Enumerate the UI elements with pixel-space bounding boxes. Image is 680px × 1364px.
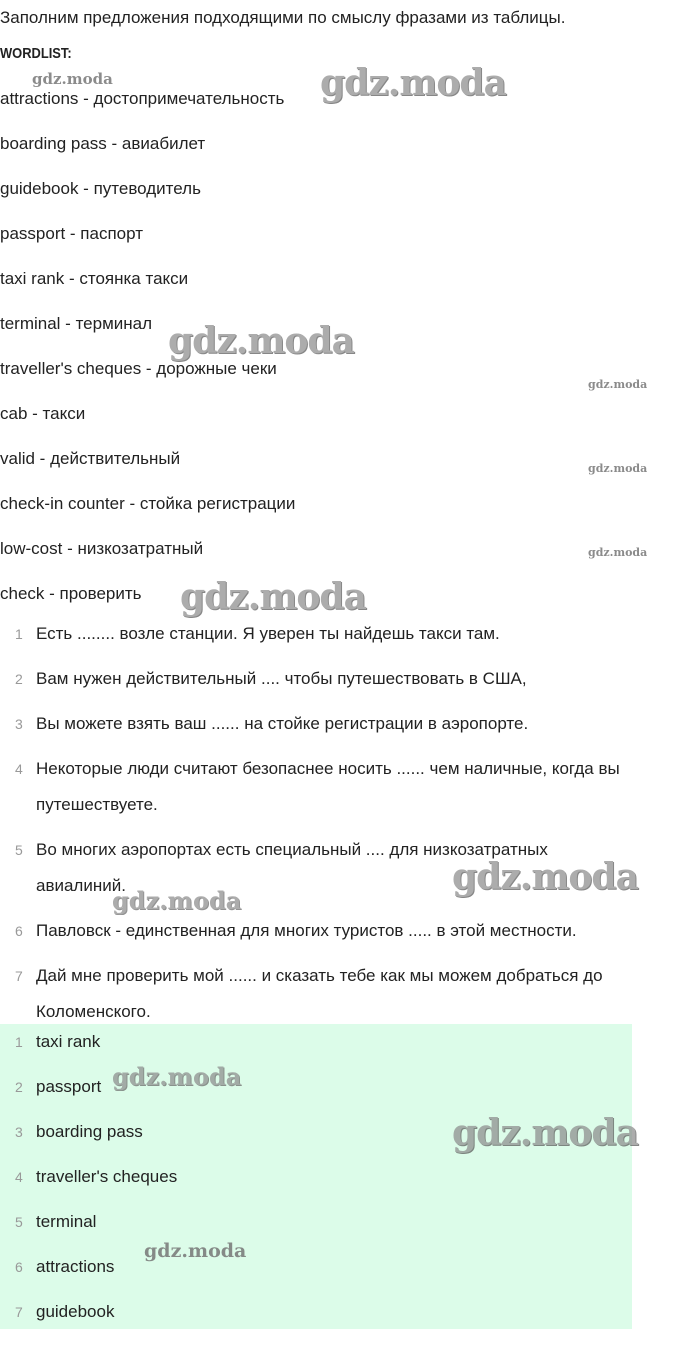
task-text: Вы можете взять ваш ...... на стойке регистрации в аэропорте.: [36, 714, 529, 733]
answer-number: 5: [15, 1214, 23, 1230]
wordlist-item: passport - паспорт: [0, 224, 143, 243]
answer-item: [0, 1207, 632, 1252]
answer-text: attractions: [36, 1257, 115, 1276]
answer-text: guidebook: [36, 1302, 115, 1321]
task-text: Павловск - единственная для многих туристов ..... в этой местности.: [36, 921, 577, 940]
wordlist-item: valid - действительный: [0, 449, 181, 468]
task-item: [0, 958, 680, 1030]
watermark: gdz.moda: [588, 378, 648, 391]
wordlist-item: taxi rank - стоянка такси: [0, 269, 189, 288]
watermark: gdz.moda: [452, 856, 638, 898]
answer-item: [0, 1027, 632, 1072]
task-number: 7: [15, 968, 23, 984]
watermark: gdz.moda: [452, 1112, 638, 1154]
answer-number: 7: [15, 1304, 23, 1320]
watermark: gdz.moda: [112, 886, 242, 915]
answer-list: [0, 1027, 632, 1342]
answer-text: boarding pass: [36, 1122, 143, 1141]
answer-number: 2: [15, 1079, 23, 1095]
task-text: Некоторые люди считают безопаснее носить ...... чем наличные, когда вы путешествуете.: [36, 759, 620, 814]
wordlist-item: traveller's cheques - дорожные чеки: [0, 359, 277, 378]
wordlist-item: low-cost - низкозатратный: [0, 539, 204, 558]
task-number: 3: [15, 716, 23, 732]
answer-item: [0, 1117, 632, 1162]
answer-number: 6: [15, 1259, 23, 1275]
task-item: [0, 661, 680, 697]
watermark: gdz.moda: [320, 62, 506, 104]
task-number: 4: [15, 761, 23, 777]
wordlist-title: WORDLIST:: [0, 45, 72, 62]
answer-number: 1: [15, 1034, 23, 1050]
watermark: gdz.moda: [588, 546, 648, 559]
task-number: 1: [15, 626, 23, 642]
wordlist: [0, 86, 295, 626]
wordlist-item: check-in counter - стойка регистрации: [0, 494, 296, 513]
task-number: 5: [15, 842, 23, 858]
answer-text: taxi rank: [36, 1032, 101, 1051]
watermark: gdz.moda: [588, 462, 648, 475]
answer-item: [0, 1297, 632, 1342]
task-text: Во многих аэропортах есть специальный .... для низкозатратных авиалиний.: [36, 840, 548, 895]
watermark: gdz.moda: [112, 1062, 242, 1091]
intro-text: Заполним предложения подходящими по смыслу фразами из таблицы.: [0, 8, 566, 27]
wordlist-item: attractions - достопримечательность: [0, 89, 285, 108]
answer-text: traveller's cheques: [36, 1167, 178, 1186]
watermark: gdz.moda: [168, 320, 354, 362]
answer-text: terminal: [36, 1212, 97, 1231]
task-item: [0, 832, 680, 904]
watermark: gdz.moda: [32, 70, 113, 88]
task-number: 6: [15, 923, 23, 939]
task-text: Дай мне проверить мой ...... и сказать тебе как мы можем добраться до Коломенского.: [36, 966, 603, 1021]
wordlist-item: terminal - терминал: [0, 314, 153, 333]
answer-item: [0, 1252, 632, 1297]
answer-number: 4: [15, 1169, 23, 1185]
task-text: Есть ........ возле станции. Я уверен ты найдешь такси там.: [36, 624, 500, 643]
wordlist-item: cab - такси: [0, 404, 86, 423]
answer-item: [0, 1162, 632, 1207]
wordlist-item: boarding pass - авиабилет: [0, 134, 206, 153]
task-item: [0, 751, 680, 823]
task-number: 2: [15, 671, 23, 687]
task-list: [0, 616, 680, 1039]
watermark: gdz.moda: [144, 1240, 247, 1262]
answer-text: passport: [36, 1077, 102, 1096]
task-item: [0, 616, 680, 652]
answer-item: [0, 1072, 632, 1117]
watermark: gdz.moda: [180, 576, 366, 618]
task-item: [0, 706, 680, 742]
wordlist-item: guidebook - путеводитель: [0, 179, 201, 198]
task-text: Вам нужен действительный .... чтобы путешествовать в США,: [36, 669, 527, 688]
answer-number: 3: [15, 1124, 23, 1140]
task-item: [0, 913, 680, 949]
wordlist-item: check - проверить: [0, 584, 142, 603]
